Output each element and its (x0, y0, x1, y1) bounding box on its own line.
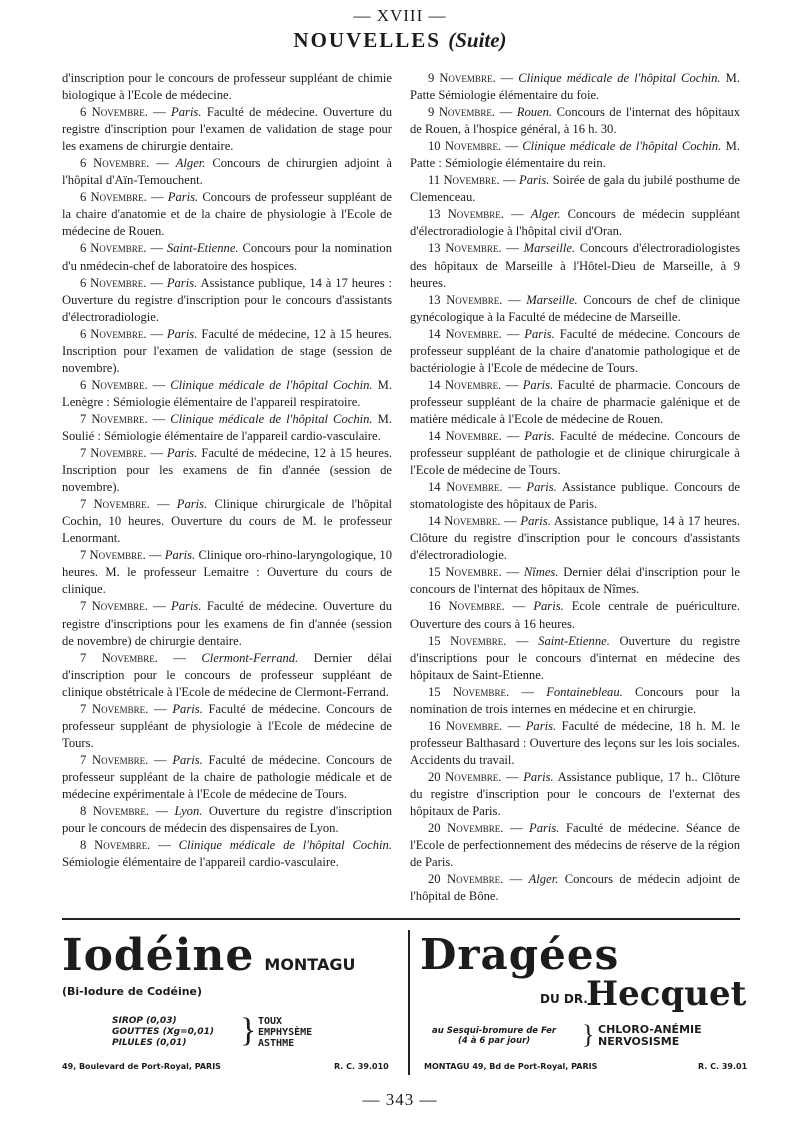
entry-date: 13 Novembre. (428, 207, 504, 222)
entry-date: 7 Novembre. (80, 446, 147, 461)
news-entry: 7 Novembre. — Paris. Faculté de médecine. Ouverture du registre d'inscriptions pour les examens de fin d'année (session de novembre) de chirurgie dentaire. (62, 599, 393, 648)
news-entry: 20 Novembre. — Alger. Concours de médecin adjoint de l'hôpital de Bône. (410, 872, 740, 904)
entry-text: Concours d'électroradiologistes des hôpitaux de Marseille à l'Hôtel-Dieu de Marseille, à 9 heures. (410, 241, 740, 290)
entry-text: Concours de chef de clinique gynécologique à la Faculté de médecine de Marseille. (410, 292, 740, 324)
ad-hecquet (408, 930, 752, 1075)
entry-date: 6 Novembre. (80, 377, 148, 392)
entry-date: 6 Novembre. (80, 105, 148, 120)
ad-iodeine-indication: ASTHME (258, 1038, 295, 1049)
news-entry: 14 Novembre. — Paris. Assistance publique, 14 à 17 heures. Clôture du registre d'inscription pour le concours d'assistants d'électroradiologie. (410, 514, 740, 563)
ad-hecquet-indication: CHLORO-ANÉMIE (598, 1023, 702, 1036)
entry-text: M. Soulié : Sémiologie élémentaire de l'appareil cardio-vasculaire. (62, 411, 392, 443)
ad-iodeine-brand: Iodéine (62, 930, 255, 981)
entry-place: Marseille. (526, 292, 578, 307)
entry-place: Rouen. (516, 105, 553, 120)
entry-place: Clinique médicale de l'hôpital Cochin. (522, 139, 722, 154)
entry-place: Marseille. (523, 241, 576, 256)
entry-date: 9 Novembre. (428, 105, 496, 120)
section-title-suffix: (Suite) (448, 28, 507, 52)
entry-text: Faculté de médecine, 12 à 15 heures. Inscription pour les examens de fin d'année (session de novembre). (62, 446, 392, 495)
entry-date: 16 Novembre. (428, 718, 503, 733)
entry-date: 13 Novembre. (428, 241, 502, 256)
entry-place: Paris. (520, 514, 551, 529)
entry-date: 11 Novembre. (428, 173, 500, 188)
entry-date: 7 Novembre. (80, 650, 158, 665)
news-entry: 20 Novembre. — Paris. Faculté de médecine. Séance de l'Ecole de perfectionnement des médecins de réserve de la région de Paris. (410, 821, 740, 870)
entry-place: Paris. (171, 599, 202, 614)
ad-iodeine-form: PILULES (0,01) (112, 1038, 187, 1048)
entry-place: Saint-Etienne. (538, 633, 610, 648)
entry-text: Faculté de médecine. Concours de professeur suppléant de la chaire d'anatomie pathologique et de bactériologie à l'Ecole de médecine de Tours. (410, 326, 741, 375)
news-entry: 7 Novembre. — Paris. Faculté de médecine, 12 à 15 heures. Inscription pour les examens de fin d'année (session de novembre). (62, 446, 392, 495)
entry-place: Lyon. (174, 804, 203, 819)
ad-hecquet-desc-line: (4 à 6 par jour) (457, 1036, 531, 1046)
news-entry: 6 Novembre. — Paris. Faculté de médecine. Ouverture du registre d'inscription pour l'examen de validation de stage pour les examens de chirurgie dentaire. (62, 105, 393, 154)
entry-date: 7 Novembre. (80, 752, 149, 767)
ad-hecquet-indication: NERVOSISME (598, 1035, 680, 1048)
entry-text: Assistance publique, 17 h.. Clôture du registre d'inscription pour le concours de l'externat des hôpitaux de Paris. (410, 769, 740, 819)
entry-text: Ecole centrale de puériculture. Ouverture des cours à 16 heures. (410, 599, 740, 631)
entry-place: Paris. (166, 446, 198, 461)
news-entry: 8 Novembre. — Lyon. Ouverture du registre d'inscription pour le concours de médecin des dispensaires de Lyon. (62, 804, 392, 836)
entry-date: 20 Novembre. (428, 821, 504, 836)
entry-text: M. Patte Sémiologie élémentaire du foie. (410, 71, 740, 103)
entry-place: Paris. (533, 599, 564, 614)
news-entry: 14 Novembre. — Paris. Faculté de médecine. Concours de professeur suppléant de la chaire d'anatomie pathologique et de bactériologie à l'Ecole de médecine de Tours. (410, 326, 741, 375)
entry-place: Paris. (176, 497, 208, 512)
entry-text: Faculté de médecine, 18 h. M. le professeur Balthasard : Ouverture des leçons sur les lois sociales. Accidents du travail. (410, 718, 741, 767)
entry-text: Dernier délai d'inscription pour le concours de professeur suppléant de clinique obstétricale à l'Ecole de médecine de Clermont-Ferrand. (62, 650, 392, 699)
entry-text: Faculté de médecine. Concours de professeur suppléant de la chaire de pathologie médicale et de médecine expérimentale à l'Ecole de médecine de Tours. (62, 752, 392, 801)
entry-text: Faculté de médecine. Séance de l'Ecole de perfectionnement des médecins de réserve de la région de Paris. (410, 821, 740, 870)
entry-date: 13 Novembre. (428, 292, 503, 307)
ad-hecquet-description (432, 1026, 556, 1046)
news-entry: 7 Novembre. — Clermont-Ferrand. Dernier délai d'inscription pour le concours de professeur suppléant de clinique obstétricale à l'Ecole de médecine de Clermont-Ferrand. (62, 650, 392, 699)
brace-icon: } (240, 1012, 257, 1049)
news-entry: 7 Novembre. — Paris. Faculté de médecine. Concours de professeur suppléant de la chaire de pathologie médicale et de médecine expérimentale à l'Ecole de médecine de Tours. (62, 752, 392, 801)
ad-iodeine-forms (112, 1016, 214, 1049)
ad-hecquet-ref: R. C. 39.01 (698, 1062, 748, 1071)
entry-text: Sémiologie élémentaire de l'appareil cardio-vasculaire. (62, 855, 339, 870)
entry-text: Assistance publique, 14 à 17 heures : Ouverture du registre d'inscription pour le concours d'assistants d'électroradiologie. (62, 275, 393, 324)
entry-text: M. Lenègre : Sémiologie élémentaire de l'appareil respiratoire. (62, 377, 392, 409)
section-title (0, 28, 800, 53)
entry-text: Ouverture du registre d'inscriptions pour le concours d'internat en médecine des hôpitaux de Saint-Etienne. (410, 633, 740, 682)
entry-place: Paris. (167, 190, 199, 205)
entry-place: Clinique médicale de l'hôpital Cochin. (170, 411, 373, 426)
entry-text: Concours pour la nomination d'u nmédecin-chef de laboratoire des hospices. (62, 241, 392, 273)
entry-text: Faculté de médecine. Ouverture du registre d'inscription pour l'examen de validation de stage pour les examens de chirurgie dentaire. (62, 105, 393, 154)
entry-place: Paris. (171, 105, 202, 120)
entry-place: Clermont-Ferrand. (201, 650, 299, 665)
ad-iodeine (62, 930, 392, 1075)
entry-date: 8 Novembre. (80, 838, 151, 853)
news-entry: 11 Novembre. — Paris. Soirée de gala du jubilé posthume de Clemenceau. (410, 173, 740, 205)
ad-iodeine-form: GOUTTES (Xg=0,01) (112, 1027, 214, 1037)
entry-place: Paris. (166, 275, 198, 290)
entry-text: Concours de médecin suppléant d'électroradiologie à l'hôpital civil d'Oran. (410, 207, 741, 239)
news-entry: 13 Novembre. — Alger. Concours de médecin suppléant d'électroradiologie à l'hôpital civil d'Oran. (410, 207, 741, 239)
entry-date: 7 Novembre. (80, 548, 146, 563)
entry-place: Paris. (524, 326, 555, 341)
news-entry: 6 Novembre. — Paris. Faculté de médecine, 12 à 15 heures. Inscription pour l'examen de validation de stage (session de novembre). (62, 326, 392, 375)
section-title-text: NOUVELLES (293, 28, 441, 52)
ad-iodeine-ref: R. C. 39.010 (334, 1062, 389, 1071)
ad-hecquet-indications (598, 1024, 702, 1048)
ad-iodeine-address: 49, Boulevard de Port-Royal, PARIS (62, 1062, 221, 1071)
news-entry: 14 Novembre. — Paris. Assistance publique. Concours de stomatologiste des hôpitaux de Paris. (410, 480, 740, 512)
entry-date: 16 Novembre. (428, 599, 505, 614)
entry-place: Paris. (172, 701, 203, 716)
news-entry: 6 Novembre. — Paris. Assistance publique, 14 à 17 heures : Ouverture du registre d'inscription pour le concours d'assistants d'électroradiologie. (62, 275, 393, 324)
news-entry: 10 Novembre. — Clinique médicale de l'hôpital Cochin. M. Patte : Sémiologie élémentaire du rein. (410, 139, 740, 171)
news-entry: 9 Novembre. — Rouen. Concours de l'internat des hôpitaux de Rouen, à l'hospice général, à 16 h. 30. (410, 105, 741, 137)
entry-date: 6 Novembre. (80, 190, 147, 205)
entry-text: Faculté de pharmacie. Concours de professeur suppléant de la chaire de pharmacie galénique et de matière médicale à l'Ecole de médecine de Rouen. (410, 377, 741, 426)
news-entry: 6 Novembre. — Alger. Concours de chirurgien adjoint à l'hôpital d'Aïn-Temouchent. (62, 156, 392, 188)
entry-text: Faculté de médecine. Concours de professeur suppléant de pathologie et de clinique chirurgicale à l'Ecole de médecine de Tours. (410, 428, 741, 478)
entry-place: Paris. (529, 821, 560, 836)
entry-place: Paris. (164, 548, 196, 563)
entry-date: 20 Novembre. (428, 872, 504, 887)
entry-date: 6 Novembre. (80, 275, 147, 290)
brace-icon: } (582, 1020, 595, 1049)
entry-date: 6 Novembre. (80, 156, 150, 171)
entry-place: Clinique médicale de l'hôpital Cochin. (170, 377, 373, 392)
news-entry: 13 Novembre. — Marseille. Concours d'électroradiologistes des hôpitaux de Marseille à l'Hôtel-Dieu de Marseille, à 9 heures. (410, 241, 740, 290)
entry-date: 7 Novembre. (80, 411, 148, 426)
news-entry: 13 Novembre. — Marseille. Concours de chef de clinique gynécologique à la Faculté de médecine de Marseille. (410, 292, 740, 324)
entry-place: Alger. (175, 156, 206, 171)
entry-date: 14 Novembre. (428, 480, 503, 495)
entry-place: Paris. (166, 326, 198, 341)
news-entry: 14 Novembre. — Paris. Faculté de pharmacie. Concours de professeur suppléant de la chaire de pharmacie galénique et de matière médicale à l'Ecole de médecine de Rouen. (410, 377, 741, 426)
entry-date: 6 Novembre. (80, 326, 147, 341)
right-column (410, 70, 740, 905)
entry-date: 15 Novembre. (428, 684, 510, 699)
news-entry: 16 Novembre. — Paris. Ecole centrale de puériculture. Ouverture des cours à 16 heures. (410, 599, 740, 631)
entry-place: Paris. (172, 752, 203, 767)
entry-place: Paris. (525, 718, 557, 733)
entry-place: Saint-Etienne. (166, 241, 239, 256)
entry-text: Concours pour la nomination de trois internes en médecine et en chirurgie. (410, 684, 740, 716)
entry-text: Clinique chirurgicale de l'hôpital Cochin, 10 heures. Ouverture du cours de M. le professeur Lenormant. (62, 497, 392, 546)
entry-date: 6 Novembre. (80, 241, 147, 256)
news-entry: 7 Novembre. — Paris. Clinique oro-rhino-laryngologique, 10 heures. M. le professeur Lemaitre : Ouverture du cours de clinique. (62, 548, 392, 597)
entry-date: 14 Novembre. (428, 326, 502, 341)
entry-date: 14 Novembre. (428, 377, 502, 392)
entry-place: Paris. (524, 428, 555, 443)
entry-text: Ouverture du registre d'inscription pour le concours de médecin des dispensaires de Lyon. (62, 804, 392, 836)
news-entry: 7 Novembre. — Clinique médicale de l'hôpital Cochin. M. Soulié : Sémiologie élémentaire de l'appareil cardio-vasculaire. (62, 411, 392, 443)
news-entry: 6 Novembre. — Saint-Etienne. Concours pour la nomination d'u nmédecin-chef de laboratoire des hospices. (62, 241, 392, 273)
entry-place: Paris. (519, 173, 550, 188)
entry-text: Concours de l'internat des hôpitaux de Rouen, à l'hospice général, à 16 h. 30. (410, 105, 741, 137)
entry-date: 20 Novembre. (428, 769, 502, 784)
entry-text: Concours de professeur suppléant de la chaire d'anatomie et de la chaire de physiologie à l'Ecole de médecine de Rouen. (62, 190, 392, 239)
entry-text: Faculté de médecine. Ouverture du registre d'inscriptions pour les examens de fin d'année (session de novembre) de chirurgie dentaire. (62, 599, 393, 648)
news-entry: 9 Novembre. — Clinique médicale de l'hôpital Cochin. M. Patte Sémiologie élémentaire du foie. (410, 71, 740, 103)
news-entry: 6 Novembre. — Clinique médicale de l'hôpital Cochin. M. Lenègre : Sémiologie élémentaire de l'appareil respiratoire. (62, 377, 392, 409)
entry-text: Soirée de gala du jubilé posthume de Clemenceau. (410, 173, 740, 205)
entry-place: Clinique médicale de l'hôpital Cochin. (178, 838, 393, 853)
news-entry: 7 Novembre. — Paris. Faculté de médecine. Concours de professeur suppléant de physiologie à l'Ecole de médecine de Tours. (62, 701, 392, 750)
news-entry (62, 70, 392, 104)
news-entry: 8 Novembre. — Clinique médicale de l'hôpital Cochin. Sémiologie élémentaire de l'appareil cardio-vasculaire. (62, 838, 393, 870)
entry-date: 10 Novembre. (428, 139, 502, 154)
ad-iodeine-indications (258, 1016, 312, 1049)
entry-text: Clinique oro-rhino-laryngologique, 10 heures. M. le professeur Lemaitre : Ouverture du cours de clinique. (62, 548, 392, 597)
entry-place: Nîmes. (523, 565, 559, 580)
entry-text: Faculté de médecine. Concours de professeur suppléant de physiologie à l'Ecole de médecine de Tours. (62, 701, 392, 750)
entry-date: 14 Novembre. (428, 514, 501, 529)
ad-iodeine-subtitle: (Bi-Iodure de Codéine) (62, 985, 203, 998)
entry-place: Alger. (528, 872, 559, 887)
ad-hecquet-desc-line: au Sesqui-bromure de Fer (432, 1026, 557, 1036)
entry-text: Dernier délai d'inscription pour le concours de l'internat des hôpitaux de Nîmes. (410, 565, 740, 597)
advertisements (62, 918, 748, 1080)
entry-place: Clinique médicale de l'hôpital Cochin. (518, 71, 721, 85)
news-entry: 15 Novembre. — Saint-Etienne. Ouverture du registre d'inscriptions pour le concours d'internat en médecine des hôpitaux de Saint-Etienne. (410, 633, 740, 682)
entry-text: Faculté de médecine, 12 à 15 heures. Inscription pour l'examen de validation de stage (session de novembre). (62, 326, 392, 375)
ad-iodeine-indication: TOUX (258, 1016, 283, 1027)
entry-text: d'inscription pour le concours de professeur suppléant de chimie biologique à l'Ecole de médecine. (62, 71, 392, 103)
entry-date: 15 Novembre. (428, 633, 507, 648)
news-entry: 15 Novembre. — Nîmes. Dernier délai d'inscription pour le concours de l'internat des hôpitaux de Nîmes. (410, 565, 740, 597)
news-entry: 6 Novembre. — Paris. Concours de professeur suppléant de la chaire d'anatomie et de la chaire de physiologie à l'Ecole de médecine de Rouen. (62, 190, 392, 239)
ad-hecquet-du-dr: DU DR. (540, 992, 588, 1006)
entry-place: Paris. (523, 769, 554, 784)
entry-date: 8 Novembre. (80, 804, 149, 819)
entry-date: 7 Novembre. (80, 599, 148, 614)
entry-date: 7 Novembre. (80, 701, 149, 716)
news-entry: 16 Novembre. — Paris. Faculté de médecine, 18 h. M. le professeur Balthasard : Ouverture des leçons sur les lois sociales. Accidents du travail. (410, 718, 741, 767)
entry-place: Alger. (530, 207, 561, 222)
entry-date: 9 Novembre. (428, 71, 496, 85)
news-entry: 20 Novembre. — Paris. Assistance publique, 17 h.. Clôture du registre d'inscription pour le concours de l'externat des hôpitaux de Paris. (410, 769, 740, 819)
ad-hecquet-address: MONTAGU 49, Bd de Port-Royal, PARIS (424, 1062, 598, 1071)
entry-place: Paris. (522, 377, 554, 392)
ad-iodeine-indication: EMPHYSÈME (258, 1027, 313, 1038)
entry-text: Concours de chirurgien adjoint à l'hôpital d'Aïn-Temouchent. (62, 156, 392, 188)
news-entry: 14 Novembre. — Paris. Faculté de médecine. Concours de professeur suppléant de pathologie et de clinique chirurgicale à l'Ecole de médecine de Tours. (410, 428, 741, 478)
entry-text: Assistance publique, 14 à 17 heures. Clôture du registre d'inscription pour le concours d'assistants d'électroradiologie. (410, 514, 740, 563)
entry-place: Paris. (526, 480, 557, 495)
roman-page-number: — XVIII — (353, 6, 447, 25)
ad-hecquet-brand: Dragées (420, 930, 620, 979)
news-entry: 7 Novembre. — Paris. Clinique chirurgicale de l'hôpital Cochin, 10 heures. Ouverture du cours de M. le professeur Lenormant. (62, 497, 392, 546)
entry-text: Assistance publique. Concours de stomatologiste des hôpitaux de Paris. (410, 480, 740, 512)
ad-iodeine-maker: MONTAGU (264, 955, 356, 974)
left-column (62, 70, 392, 871)
entry-date: 7 Novembre. (80, 497, 150, 512)
entry-date: 14 Novembre. (428, 428, 502, 443)
entry-text: Concours de médecin adjoint de l'hôpital de Bône. (410, 872, 740, 904)
ad-hecquet-doctor: Hecquet (586, 974, 747, 1014)
entry-date: 15 Novembre. (428, 565, 502, 580)
entry-place: Fontainebleau. (546, 684, 623, 699)
news-entry: 15 Novembre. — Fontainebleau. Concours pour la nomination de trois internes en médecine et en chirurgie. (410, 684, 740, 716)
page-number: — 343 — (362, 1090, 438, 1109)
ad-iodeine-form: SIROP (0,03) (112, 1016, 177, 1026)
entry-text: M. Patte : Sémiologie élémentaire du rein. (410, 139, 740, 171)
